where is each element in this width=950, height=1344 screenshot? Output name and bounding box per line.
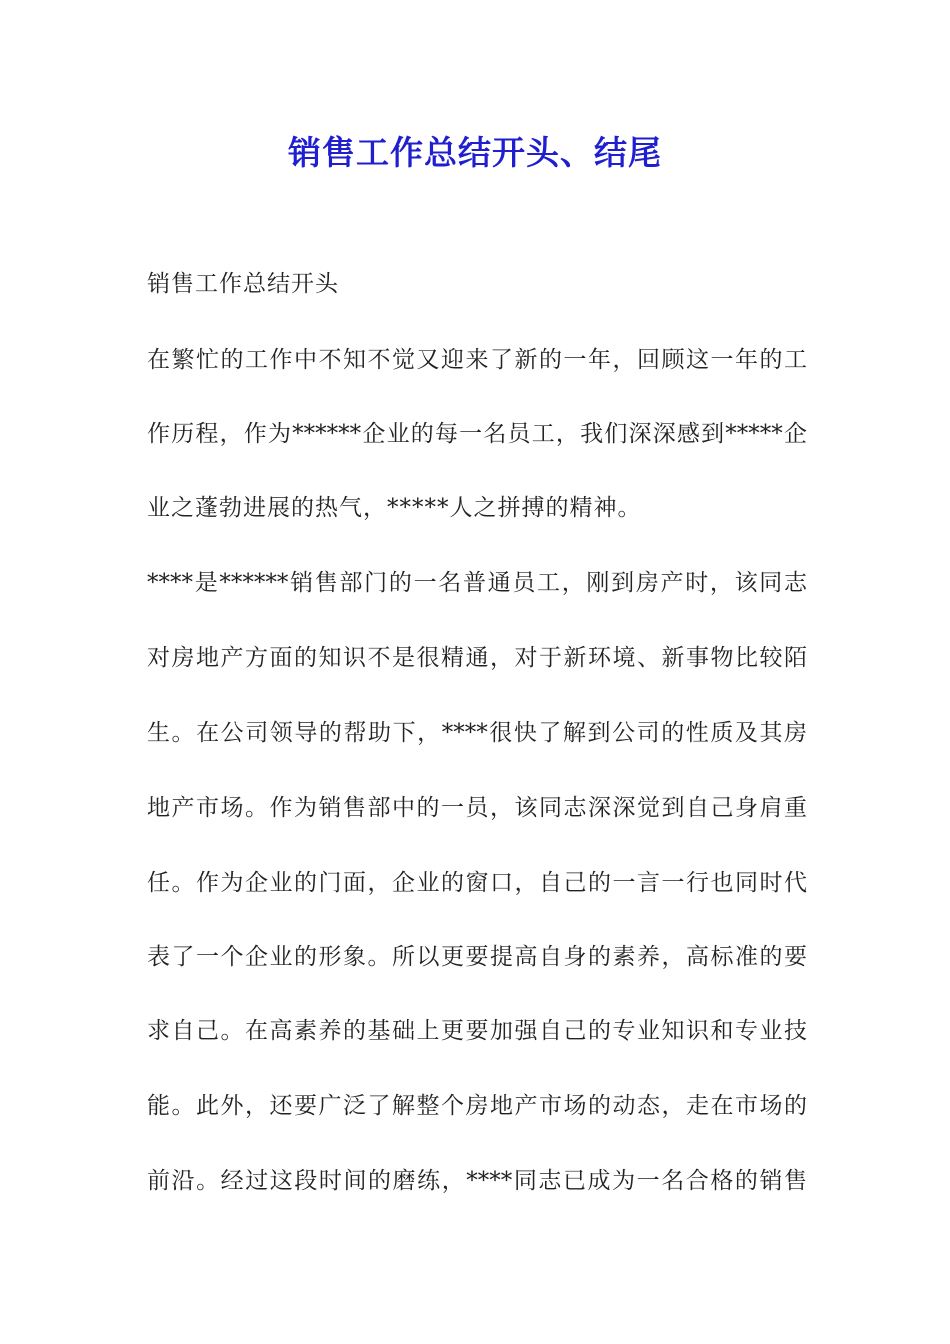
paragraph-line-11: 能。此外，还要广泛了解整个房地产市场的动态，走在市场的 bbox=[147, 1093, 807, 1119]
paragraph-line-8: 任。作为企业的门面，企业的窗口，自己的一言一行也同时代 bbox=[147, 870, 807, 896]
paragraph-line-2: 作历程，作为******企业的每一名员工，我们深深感到*****企 bbox=[147, 421, 807, 447]
paragraph-line-3: 业之蓬勃进展的热气，*****人之拼搏的精神。 bbox=[147, 495, 642, 521]
paragraph-line-12: 前沿。经过这段时间的磨练，****同志已成为一名合格的销售 bbox=[147, 1168, 807, 1194]
paragraph-line-4: ****是******销售部门的一名普通员工，刚到房产时，该同志 bbox=[147, 570, 807, 596]
paragraph-line-6: 生。在公司领导的帮助下，****很快了解到公司的性质及其房 bbox=[147, 720, 807, 746]
paragraph-line-9: 表了一个企业的形象。所以更要提高自身的素养，高标准的要 bbox=[147, 944, 807, 970]
section-heading: 销售工作总结开头 bbox=[147, 271, 339, 297]
paragraph-line-7: 地产市场。作为销售部中的一员，该同志深深觉到自己身肩重 bbox=[147, 795, 807, 821]
paragraph-line-1: 在繁忙的工作中不知不觉又迎来了新的一年，回顾这一年的工 bbox=[147, 347, 807, 373]
document-title: 销售工作总结开头、结尾 bbox=[288, 133, 662, 172]
paragraph-line-5: 对房地产方面的知识不是很精通，对于新环境、新事物比较陌 bbox=[147, 645, 807, 671]
paragraph-line-10: 求自己。在高素养的基础上更要加强自己的专业知识和专业技 bbox=[147, 1018, 807, 1044]
